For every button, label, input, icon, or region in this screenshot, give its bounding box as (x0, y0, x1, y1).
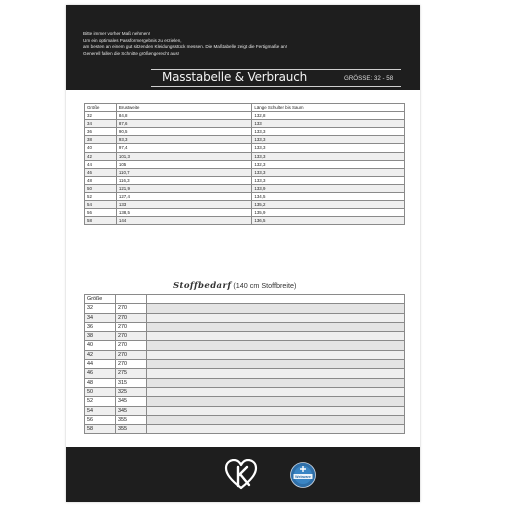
table-cell: 133,3 (252, 144, 405, 152)
pattern-sheet (66, 5, 420, 502)
badge-text: Webware (295, 475, 311, 479)
table-row (85, 425, 405, 434)
table-row (85, 209, 405, 217)
table-cell: 40 (85, 144, 117, 152)
table-cell: 48 (85, 176, 117, 184)
webware-badge-icon (290, 462, 316, 488)
empty-cell (146, 369, 404, 378)
table-cell: 127,4 (116, 193, 252, 201)
empty-cell (146, 360, 404, 369)
table-row (85, 160, 405, 168)
table-cell: 46 (85, 168, 117, 176)
empty-cell (146, 378, 404, 387)
empty-cell (146, 322, 404, 331)
table-cell: 270 (115, 350, 146, 359)
empty-header-cell (115, 295, 146, 304)
empty-cell (146, 313, 404, 322)
table-cell: 105 (116, 160, 252, 168)
table-cell: 87,6 (116, 120, 252, 128)
table-cell: 54 (85, 406, 116, 415)
table-row (85, 120, 405, 128)
table-cell: 133,3 (252, 176, 405, 184)
table-row (85, 128, 405, 136)
table-cell: 42 (85, 350, 116, 359)
table-cell: 42 (85, 152, 117, 160)
table-cell: 34 (85, 120, 117, 128)
fabric-heading (173, 275, 296, 293)
table-cell: 50 (85, 184, 117, 192)
table-row (85, 176, 405, 184)
table-row (85, 112, 405, 120)
table-cell: 110,7 (116, 168, 252, 176)
table-cell: 93,3 (116, 136, 252, 144)
table-cell: 121,9 (116, 184, 252, 192)
table-cell: 270 (115, 304, 146, 313)
table-cell: 44 (85, 160, 117, 168)
table-cell: 34 (85, 313, 116, 322)
table-cell: 345 (115, 406, 146, 415)
table-cell: 270 (115, 360, 146, 369)
table-cell: 50 (85, 387, 116, 396)
table-cell: 134,5 (252, 193, 405, 201)
empty-cell (146, 406, 404, 415)
column-header: Länge Schulter bis Saum (252, 104, 405, 112)
table-cell: 315 (115, 378, 146, 387)
table-cell: 355 (115, 415, 146, 424)
note-line: Bitte immer vorher Maß nehmen! (83, 31, 151, 36)
table-cell: 32 (85, 304, 116, 313)
title-rule-bottom (151, 86, 401, 87)
table-row (85, 387, 405, 396)
note-line: am besten an einem gut sitzenden Kleidungsstück messen. Die Maßtabelle zeigt die Fertigmaße an! (83, 44, 288, 50)
column-header: Brustweite (116, 104, 252, 112)
table-cell: 132,3 (252, 160, 405, 168)
empty-header-cell (146, 295, 404, 304)
table-cell: 36 (85, 322, 116, 331)
table-cell: 32 (85, 112, 117, 120)
note-line: Um ein optimales Passformergebnis zu erzielen, (83, 37, 182, 43)
table-row (85, 397, 405, 406)
fabric-table-header (85, 295, 405, 304)
size-range: GRÖSSE: 32 - 58 (344, 75, 394, 82)
empty-cell (146, 397, 404, 406)
table-cell: 133,3 (252, 168, 405, 176)
table-row (85, 136, 405, 144)
table-row (85, 152, 405, 160)
table-cell: 133,9 (252, 184, 405, 192)
page-title: Masstabelle & Verbrauch (162, 70, 308, 84)
table-cell: 144 (116, 217, 252, 225)
empty-cell (146, 332, 404, 341)
table-cell: 132,8 (252, 112, 405, 120)
empty-cell (146, 341, 404, 350)
empty-cell (146, 387, 404, 396)
table-cell: 355 (115, 425, 146, 434)
table-cell: 136,5 (252, 217, 405, 225)
empty-cell (146, 304, 404, 313)
table-cell: 101,3 (116, 152, 252, 160)
empty-cell (146, 350, 404, 359)
size-table (84, 103, 405, 225)
table-cell: 133,3 (252, 128, 405, 136)
table-cell: 38 (85, 136, 117, 144)
table-cell: 270 (115, 332, 146, 341)
table-cell: 38 (85, 332, 116, 341)
table-cell: 52 (85, 397, 116, 406)
table-cell: 133,3 (252, 136, 405, 144)
table-row (85, 415, 405, 424)
table-cell: 84,8 (116, 112, 252, 120)
table-row (85, 350, 405, 359)
table-cell: 270 (115, 313, 146, 322)
table-row (85, 217, 405, 225)
empty-cell (146, 415, 404, 424)
table-cell: 56 (85, 209, 117, 217)
table-cell: 40 (85, 341, 116, 350)
table-cell: 44 (85, 360, 116, 369)
sheet-footer (66, 447, 420, 502)
table-row (85, 360, 405, 369)
table-cell: 275 (115, 369, 146, 378)
table-cell: 345 (115, 397, 146, 406)
table-cell: 54 (85, 201, 117, 209)
table-cell: 46 (85, 369, 116, 378)
table-cell: 135,2 (252, 201, 405, 209)
table-cell: 133 (116, 201, 252, 209)
table-cell: 138,5 (116, 209, 252, 217)
table-cell: 58 (85, 425, 116, 434)
table-row (85, 406, 405, 415)
table-cell: 116,3 (116, 176, 252, 184)
fabric-table (84, 294, 405, 434)
table-cell: 56 (85, 415, 116, 424)
fabric-heading-width: (140 cm Stoffbreite) (231, 281, 297, 290)
table-row (85, 184, 405, 192)
table-row (85, 332, 405, 341)
table-cell: 90,5 (116, 128, 252, 136)
table-row (85, 201, 405, 209)
table-row (85, 378, 405, 387)
sheet-header (66, 5, 420, 90)
table-cell: 133 (252, 120, 405, 128)
table-row (85, 193, 405, 201)
column-header: Größe (85, 295, 116, 304)
table-row (85, 341, 405, 350)
table-cell: 36 (85, 128, 117, 136)
fabric-heading-script: Stoffbedarf (173, 281, 232, 291)
table-row (85, 313, 405, 322)
table-cell: 270 (115, 322, 146, 331)
table-cell: 58 (85, 217, 117, 225)
table-cell: 97,4 (116, 144, 252, 152)
table-row (85, 144, 405, 152)
table-row (85, 304, 405, 313)
table-row (85, 369, 405, 378)
note-line: Generell fallen die Schnitte größengerecht aus! (83, 51, 180, 57)
table-cell: 270 (115, 341, 146, 350)
column-header: Größe (85, 104, 117, 112)
measure-notes (83, 31, 287, 58)
table-cell: 135,9 (252, 209, 405, 217)
size-table-header (85, 104, 405, 112)
table-cell: 52 (85, 193, 117, 201)
table-cell: 133,3 (252, 152, 405, 160)
table-row (85, 168, 405, 176)
table-row (85, 322, 405, 331)
table-cell: 48 (85, 378, 116, 387)
empty-cell (146, 425, 404, 434)
heart-k-logo-icon (224, 459, 258, 491)
table-cell: 325 (115, 387, 146, 396)
